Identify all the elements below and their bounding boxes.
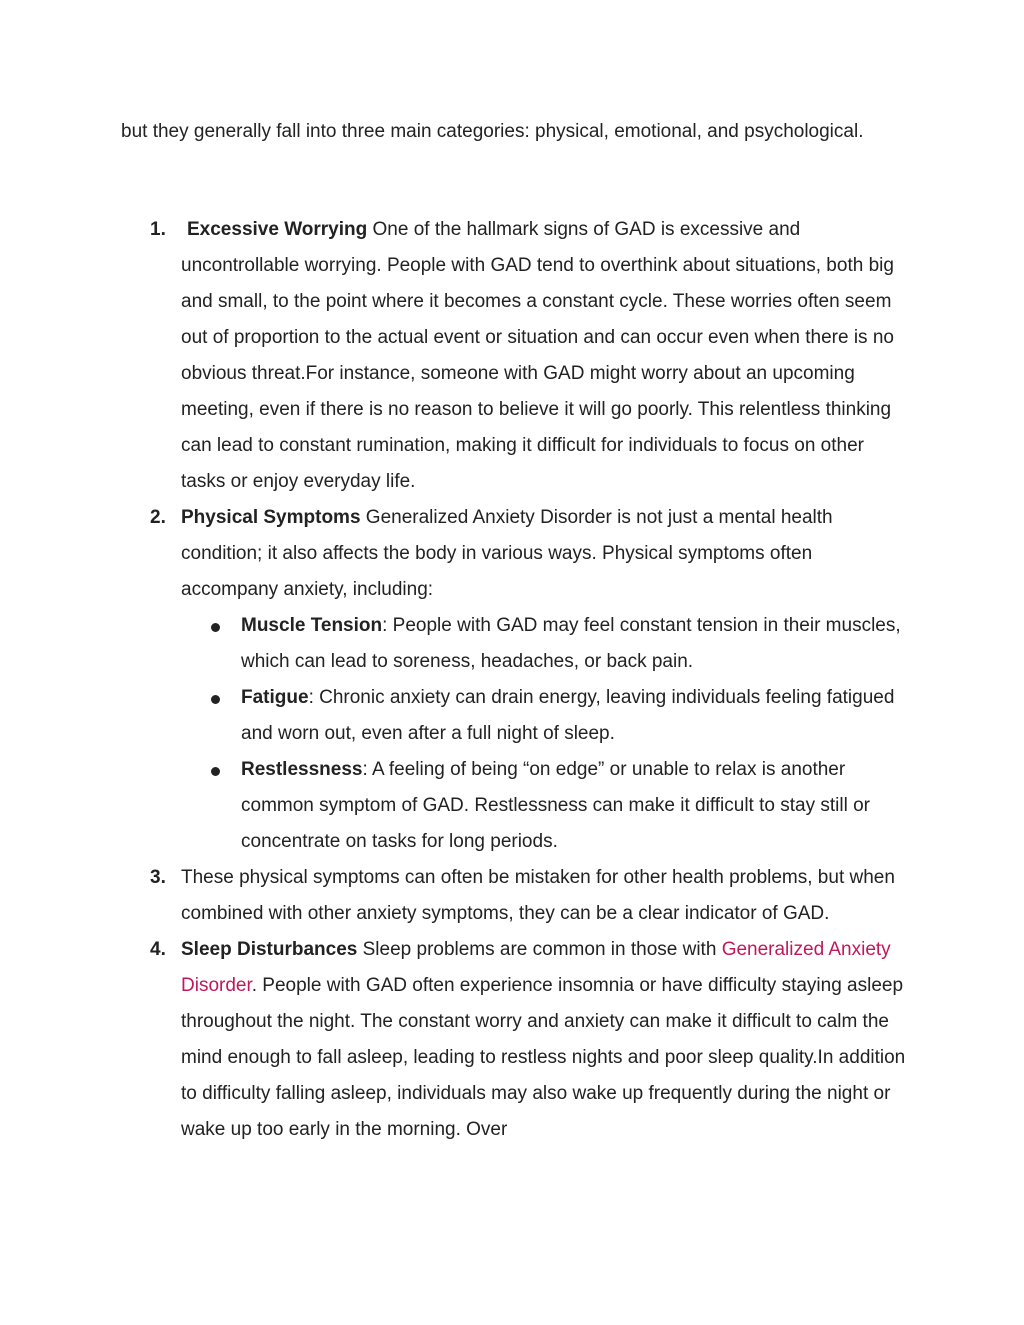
item-text: Sleep problems are common in those with [357,939,722,960]
item-text: These physical symptoms can often be mistaken for other health problems, but when combined with other anxiety symptoms, they can be a clear indicator of GAD. [181,867,895,924]
bullet-icon [211,623,220,632]
subitem-heading: Muscle Tension [241,615,383,636]
item-text: One of the hallmark signs of GAD is excessive and uncontrollable worrying. People with GAD tend to overthink about situations, both big and small, to the point where it becomes a constant cycle. These worries often seem out of proportion to the actual event or situation and can occur even when there is no obvious threat.For instance, someone with GAD might worry about an upcoming meeting, even if there is no reason to believe it will go poorly. This relentless thinking can lead to constant rumination, making it difficult for individuals to focus on other tasks or enjoy everyday life. [181,219,894,492]
sublist-item-fatigue [181,680,909,752]
item-heading: Excessive Worrying [187,219,368,240]
sublist-item-restlessness [181,752,909,860]
sublist-item-muscle-tension [181,608,909,680]
item-heading: Physical Symptoms [181,507,361,528]
symptom-list [150,212,909,1148]
subitem-heading: Fatigue [241,687,309,708]
bullet-icon [211,767,220,776]
list-item-sleep-disturbances [150,932,909,1148]
item-text-continued: . People with GAD often experience insomnia or have difficulty staying asleep throughout the night. The constant worry and anxiety can make it difficult to calm the mind enough to fall asleep, leading to restless nights and poor sleep quality.In addition to difficulty falling asleep, individuals may also wake up frequently during the night or wake up too early in the morning. Over [181,975,906,1140]
item-heading: Sleep Disturbances [181,939,358,960]
gad-link[interactable]: Generalized Anxiety Disorder [181,939,891,996]
intro-paragraph: but they generally fall into three main categories: physical, emotional, and psychological. [121,121,864,142]
item-text: Generalized Anxiety Disorder is not just a mental health condition; it also affects the body in various ways. Physical symptoms often accompany anxiety, including: [181,507,833,600]
physical-symptoms-sublist [181,608,909,860]
list-item-excessive-worrying [150,212,909,500]
subitem-text: : People with GAD may feel constant tension in their muscles, which can lead to soreness, headaches, or back pain. [241,615,901,672]
list-item-physical-note [150,860,909,932]
list-number: 1. [150,219,166,240]
list-number: 2. [150,507,166,528]
subitem-text: : A feeling of being “on edge” or unable to relax is another common symptom of GAD. Restlessness can make it difficult to stay still or concentrate on tasks for long periods. [241,759,870,852]
list-item-physical-symptoms [150,500,909,860]
list-number: 3. [150,867,166,888]
subitem-text: : Chronic anxiety can drain energy, leaving individuals feeling fatigued and worn out, even after a full night of sleep. [241,687,895,744]
list-number: 4. [150,939,166,960]
bullet-icon [211,695,220,704]
subitem-heading: Restlessness [241,759,363,780]
